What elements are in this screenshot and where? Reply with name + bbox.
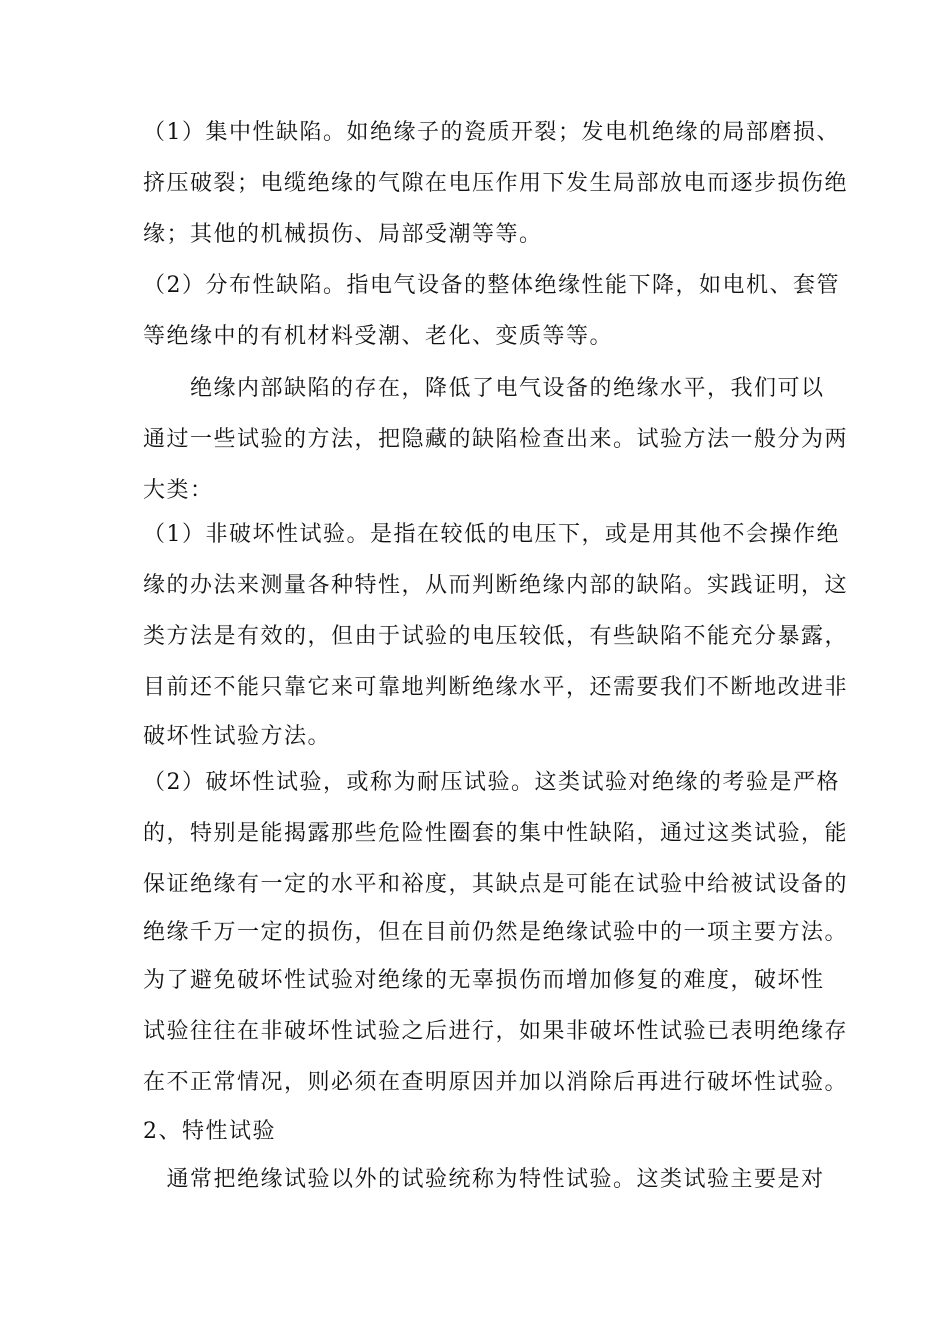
text-line: 挤压破裂；电缆绝缘的气隙在电压作用下发生局部放电而逐步损伤绝 [143,171,849,196]
text-line: 保证绝缘有一定的水平和裕度，其缺点是可能在试验中给被试设备的 [143,872,849,897]
text-line: 绝缘千万一定的损伤，但在目前仍然是绝缘试验中的一项主要方法。 [143,920,849,945]
text-line: 目前还不能只靠它来可靠地判断绝缘水平，还需要我们不断地改进非 [143,675,849,700]
text-line: 类方法是有效的，但由于试验的电压较低，有些缺陷不能充分暴露， [143,624,849,649]
text-line: 在不正常情况，则必须在查明原因并加以消除后再进行破坏性试验。 [143,1070,849,1095]
section-heading: 2、特性试验 [143,1119,276,1144]
text-line: 试验往往在非破坏性试验之后进行，如果非破坏性试验已表明绝缘存 [143,1019,849,1044]
text-line: 的，特别是能揭露那些危险性圈套的集中性缺陷，通过这类试验，能 [143,821,849,846]
text-line: （1）非破坏性试验。是指在较低的电压下，或是用其他不会操作绝 [143,522,840,547]
text-line: （1）集中性缺陷。如绝缘子的瓷质开裂；发电机绝缘的局部磨损、 [143,120,840,145]
text-line: 大类： [143,478,214,503]
text-line: （2）破坏性试验，或称为耐压试验。这类试验对绝缘的考验是严格 [143,770,840,795]
text-line: 缘的办法来测量各种特性，从而判断绝缘内部的缺陷。实践证明，这 [143,573,849,598]
text-line: 绝缘内部缺陷的存在，降低了电气设备的绝缘水平，我们可以 [143,376,825,401]
text-line: （2）分布性缺陷。指电气设备的整体绝缘性能下降，如电机、套管 [143,273,840,298]
text-line: 破坏性试验方法。 [143,724,332,749]
text-line: 为了避免破坏性试验对绝缘的无辜损伤而增加修复的难度，破坏性 [143,968,825,993]
text-line: 通常把绝缘试验以外的试验统称为特性试验。这类试验主要是对 [143,1167,825,1192]
text-line: 通过一些试验的方法，把隐藏的缺陷检查出来。试验方法一般分为两 [143,427,849,452]
text-line: 缘；其他的机械损伤、局部受潮等等。 [143,222,543,247]
text-line: 等绝缘中的有机材料受潮、老化、变质等等。 [143,324,614,349]
